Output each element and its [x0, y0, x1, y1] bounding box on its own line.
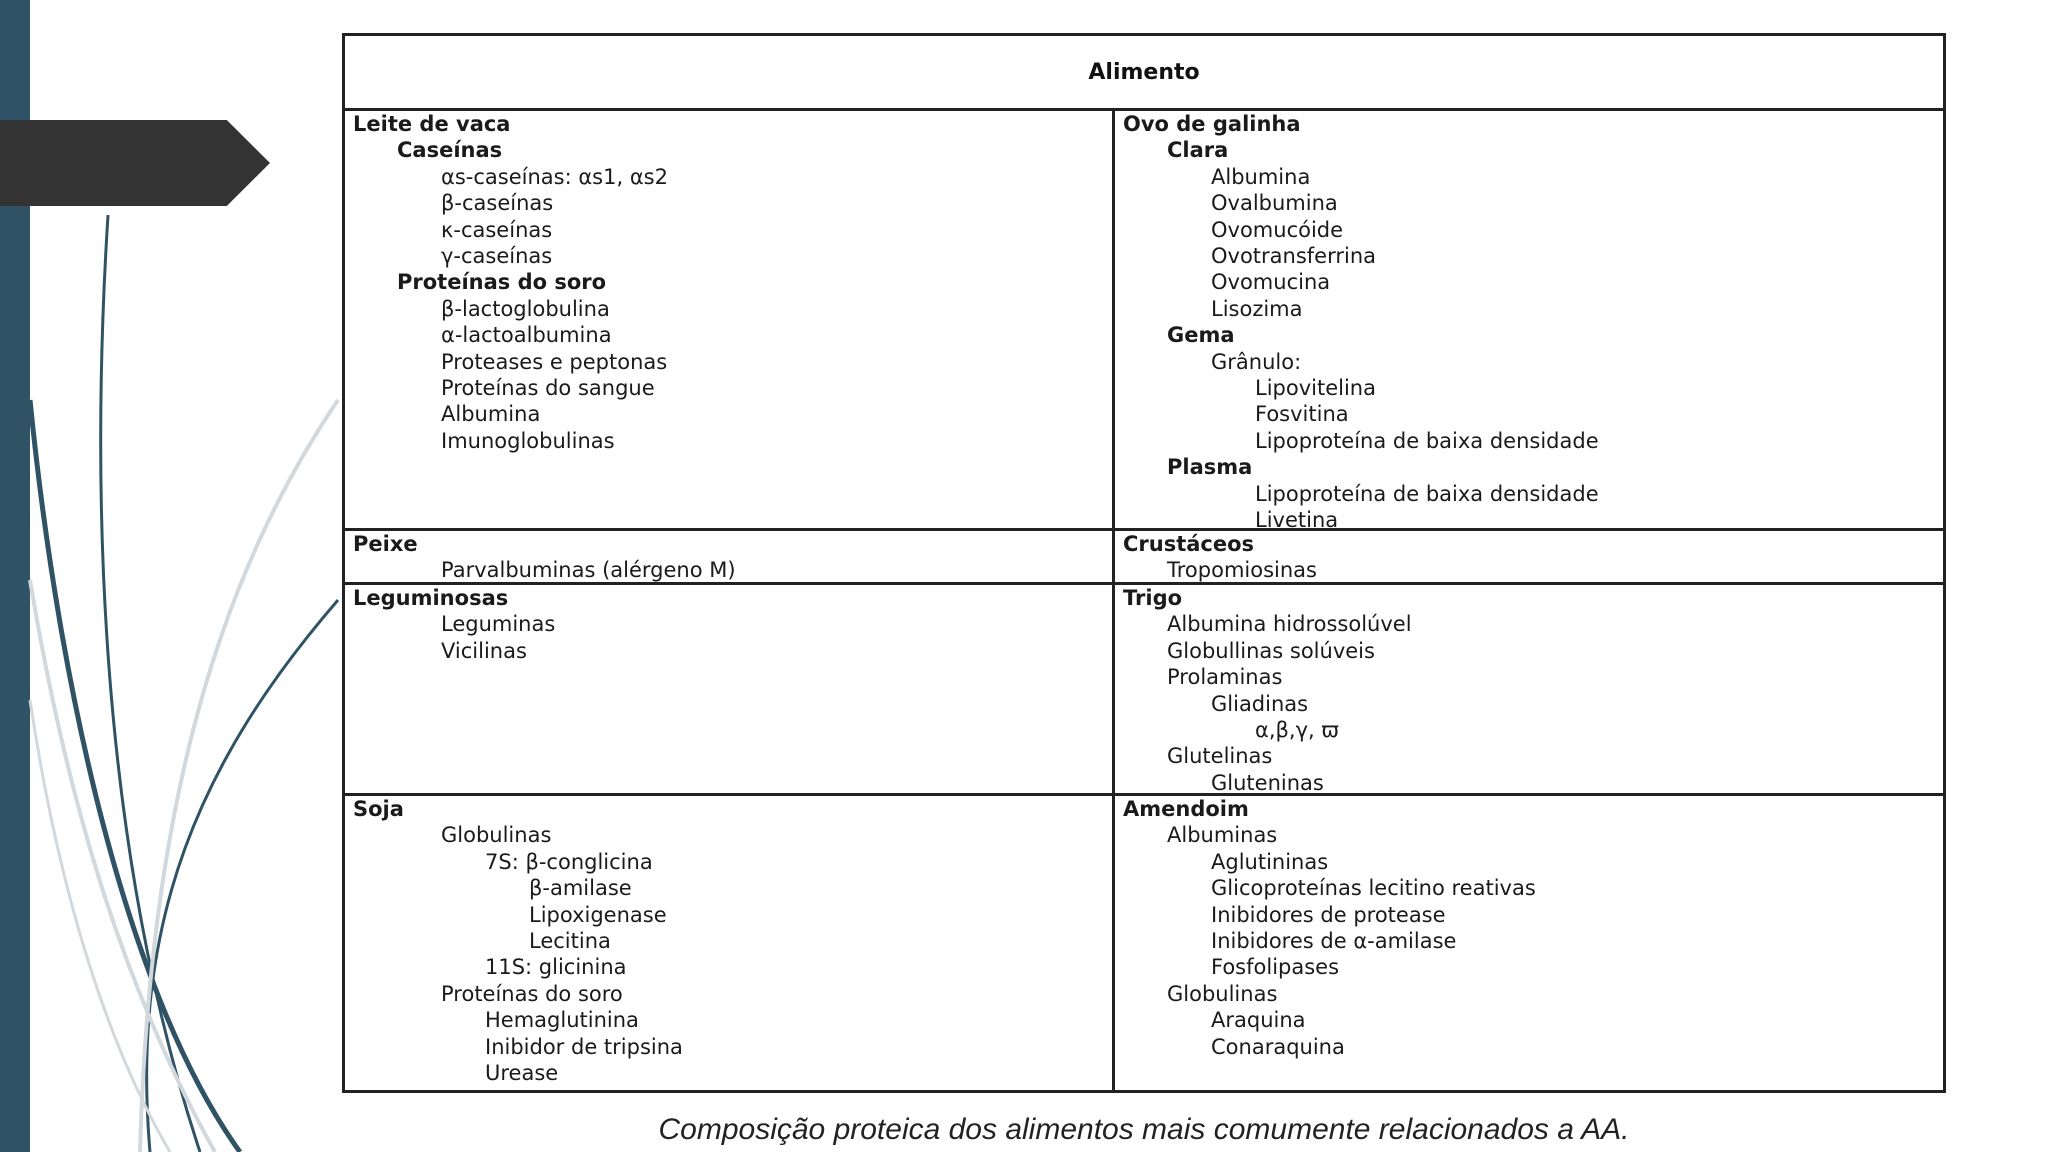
cell-line: α,β,γ, ϖ: [1255, 718, 1339, 743]
cell-line: Grânulo:: [1211, 349, 1302, 374]
cell-line: Inibidor de tripsina: [485, 1034, 683, 1059]
cell-line: Proteínas do soro: [397, 270, 607, 295]
cell-line: Crustáceos: [1123, 532, 1255, 556]
cell-line: Albumina: [1211, 164, 1311, 189]
cell-soja: [353, 796, 1108, 1090]
cell-line: Albuminas: [1167, 823, 1278, 848]
column-divider: [1112, 108, 1115, 1090]
cell-line: Ovomucóide: [1211, 217, 1344, 242]
swoosh-dark-1: [30, 400, 240, 1152]
swoosh-light-3: [30, 700, 170, 1152]
cell-line: Urease: [485, 1061, 559, 1086]
cell-line: Livetina: [1255, 508, 1339, 528]
cell-line: Conaraquina: [1211, 1034, 1345, 1059]
cell-trigo: [1123, 585, 1938, 793]
cell-line: Prolaminas: [1167, 665, 1283, 690]
cell-peixe: [353, 531, 1108, 582]
cell-amendoim: [1123, 796, 1938, 1090]
cell-line: Ovo de galinha: [1123, 112, 1301, 136]
cell-line: Plasma: [1167, 455, 1253, 480]
cell-line: Ovomucina: [1211, 270, 1331, 295]
cell-line: Proteínas do soro: [441, 981, 623, 1006]
cell-line: Fosfolipases: [1211, 955, 1340, 980]
cell-line: Soja: [353, 797, 404, 821]
cell-line: Vicilinas: [441, 638, 527, 663]
cell-line: Hemaglutinina: [485, 1008, 639, 1033]
cell-line: Peixe: [353, 532, 418, 556]
cell-line: Inibidores de α-amilase: [1211, 929, 1457, 954]
cell-line: Lipoxigenase: [529, 902, 667, 927]
cell-line: β-amilase: [529, 876, 632, 901]
cell-crustaceos: [1123, 531, 1938, 582]
cell-line: Proteases e peptonas: [441, 349, 668, 374]
cell-line: Lipovitelina: [1255, 376, 1376, 401]
cell-line: Lipoproteína de baixa densidade: [1255, 481, 1599, 506]
cell-line: Leguminas: [441, 612, 556, 637]
cell-line: Globulinas: [1167, 981, 1278, 1006]
cell-line: γ-caseínas: [441, 244, 553, 269]
cell-line: Trigo: [1123, 586, 1183, 610]
protein-table: [342, 33, 1946, 1093]
cell-line: Amendoim: [1123, 797, 1249, 821]
cell-line: Lecitina: [529, 929, 611, 954]
table-caption: Composição proteica dos alimentos mais comumente relacionados a AA.: [658, 1113, 1630, 1146]
cell-line: Gluteninas: [1211, 770, 1324, 793]
cell-line: 11S: glicinina: [485, 955, 627, 980]
cell-line: κ-caseínas: [441, 217, 553, 242]
cell-leite-de-vaca: [353, 111, 1108, 528]
cell-line: Tropomiosinas: [1167, 558, 1317, 582]
cell-line: Ovotransferrina: [1211, 244, 1377, 269]
cell-line: α-lactoalbumina: [441, 323, 612, 348]
cell-line: 7S: β-conglicina: [485, 849, 653, 874]
cell-line: Caseínas: [397, 138, 503, 163]
cell-line: Clara: [1167, 138, 1229, 163]
cell-line: Leguminosas: [353, 586, 509, 610]
cell-line: Globulinas: [441, 823, 552, 848]
cell-line: Globullinas solúveis: [1167, 638, 1375, 663]
cell-line: Araquina: [1211, 1008, 1306, 1033]
cell-leguminosas: [353, 585, 1108, 793]
cell-line: Fosvitina: [1255, 402, 1349, 427]
cell-line: Albumina hidrossolúvel: [1167, 612, 1412, 637]
cell-line: Lisozima: [1211, 296, 1303, 321]
cell-line: Glutelinas: [1167, 744, 1273, 769]
table-header: Alimento: [345, 36, 1943, 111]
cell-line: Glicoproteínas lecitino reativas: [1211, 876, 1536, 901]
cell-line: Aglutininas: [1211, 849, 1329, 874]
cell-line: β-lactoglobulina: [441, 296, 610, 321]
cell-line: Gliadinas: [1211, 691, 1309, 716]
swoosh-light-1: [140, 400, 338, 1152]
cell-line: Imunoglobulinas: [441, 428, 615, 453]
arrow-banner: [0, 120, 270, 206]
cell-line: Leite de vaca: [353, 112, 511, 136]
cell-line: Lipoproteína de baixa densidade: [1255, 428, 1599, 453]
cell-ovo-de-galinha: [1123, 111, 1938, 528]
cell-line: Proteínas do sangue: [441, 376, 655, 401]
cell-line: Ovalbumina: [1211, 191, 1338, 216]
cell-line: Albumina: [441, 402, 541, 427]
cell-line: Inibidores de protease: [1211, 902, 1446, 927]
cell-line: αs-caseínas: αs1, αs2: [441, 164, 668, 189]
cell-line: β-caseínas: [441, 191, 554, 216]
cell-line: Parvalbuminas (alérgeno M): [441, 558, 736, 582]
cell-line: Gema: [1167, 323, 1235, 348]
